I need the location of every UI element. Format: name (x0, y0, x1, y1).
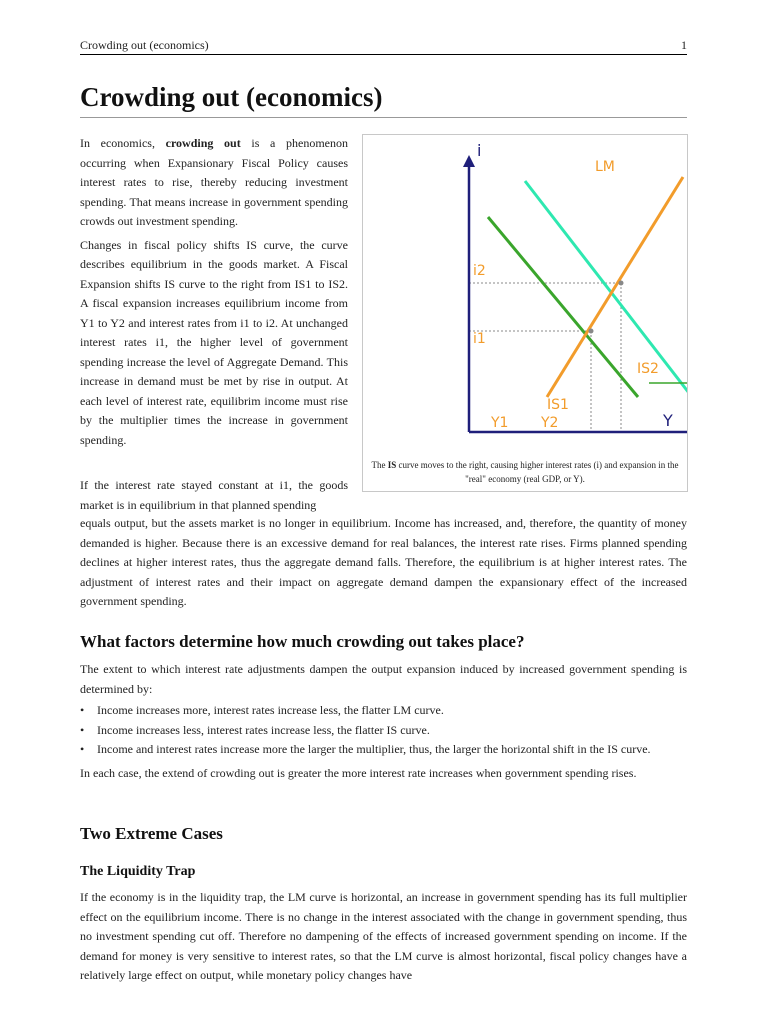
intro-paragraph-1 (80, 134, 348, 232)
is1-label: IS1 (547, 397, 569, 413)
section1-conclusion: In each case, the extend of crowding out is greater the more interest rate increases when government spending rises. (80, 765, 637, 780)
is2-label: IS2 (637, 361, 659, 377)
intro-p3-narrow: If the interest rate stayed constant at i1, the goods market is in equilibrium in that planned spending (80, 478, 348, 512)
intro-p1-before: In economics, (80, 136, 166, 150)
running-header (80, 38, 687, 55)
intro-p3-full: equals output, but the assets market is no longer in equilibrium. Income has increased, and, therefore, the quantity of money demanded is higher. Because there is an excessive demand for real balances, the interest rate rises. Firms planned spending declines at higher interest rates, thus the aggregate demand falls. Therefore, the equilibrium is at higher interest rates. The adjustment of interest rates and their impact on aggregate demand dampen the expansionary effect of the increased government spending. (80, 516, 687, 608)
i2-label: i2 (473, 263, 486, 279)
list-item: • Income increases more, interest rates increase less, the flatter LM curve. (80, 701, 687, 721)
figure-caption (369, 458, 681, 486)
section-liquidity-trap (80, 888, 687, 986)
equilibrium-point-1 (589, 329, 594, 334)
intro-p1-bold: crowding out (165, 136, 241, 150)
page-title: Crowding out (economics) (80, 80, 687, 118)
intro-paragraph-3-full (80, 514, 687, 612)
intro-column (80, 134, 348, 454)
page-number: 1 (681, 38, 687, 52)
section-heading-extreme-cases: Two Extreme Cases (80, 824, 223, 843)
caption-before: The (371, 460, 388, 470)
list-item: • Income increases less, interest rates increase less, the flatter IS curve. (80, 721, 687, 741)
subheading-liquidity-trap: The Liquidity Trap (80, 864, 196, 879)
i-axis-label: i (477, 141, 482, 160)
equilibrium-point-2 (619, 281, 624, 286)
intro-paragraph-2: Changes in fiscal policy shifts IS curve, the curve describes equilibrium in the goods market. A Fiscal Expansion shifts IS curve to the right from IS1 to IS2. A fiscal expansion increases equilibrium income from Y1 to Y2 and interest rates from i1 to i2. At unchanged interest rates i1, the higher level of government spending increase the level of Aggregate Demand. This increase in demand must be met by rise in output. At each level of interest rate, equilibrim income must rise by the multiplier times the increase in government spending. (80, 237, 348, 447)
list-item: • Income and interest rates increase more the larger the multiplier, thus, the larger the horizontal shift in the IS curve. (80, 740, 687, 760)
section-heading-crowding-factors: What factors determine how much crowding out takes place? (80, 632, 525, 651)
is-lm-figure (362, 134, 688, 492)
is-lm-diagram (363, 135, 687, 455)
caption-bold: IS (387, 460, 397, 470)
liquidity-trap-text: If the economy is in the liquidity trap, the LM curve is horizontal, an increase in government spending has its full multiplier effect on the equilibrium income. There is no change in the interest associated with the change in government spending, thus no investment spending cut off. Therefore no dampening of the effects of increased government spending on income. If the demand for money is very sensitive to interest rates, so that the LM curve is almost horizontal, fiscal policy changes have a relatively large effect on output, while monetary policy changes have (80, 890, 687, 982)
lm-curve (547, 177, 683, 397)
running-header-title: Crowding out (economics) (80, 38, 209, 52)
y2-label: Y2 (541, 415, 559, 431)
factor-list (80, 701, 687, 760)
section1-intro: The extent to which interest rate adjustments dampen the output expansion induced by increased government spending is determined by: (80, 662, 687, 696)
caption-after: curve moves to the right, causing higher interest rates (i) and expansion in the "real" economy (real GDP, or Y). (396, 460, 679, 484)
intro-p1-after: is a phenomenon occurring when Expansionary Fiscal Policy causes interest rates to rise, thereby reducing investment spending. That means increase in government spending crowds out investment spending. (80, 136, 349, 228)
section-crowding-factors (80, 660, 687, 783)
lm-label: LM (595, 159, 615, 175)
intro-paragraph-3-narrow (80, 476, 348, 519)
y-axis-label: Y (663, 411, 673, 430)
i1-label: i1 (473, 331, 486, 347)
y1-label: Y1 (491, 415, 509, 431)
y-axis-arrow (463, 155, 475, 167)
